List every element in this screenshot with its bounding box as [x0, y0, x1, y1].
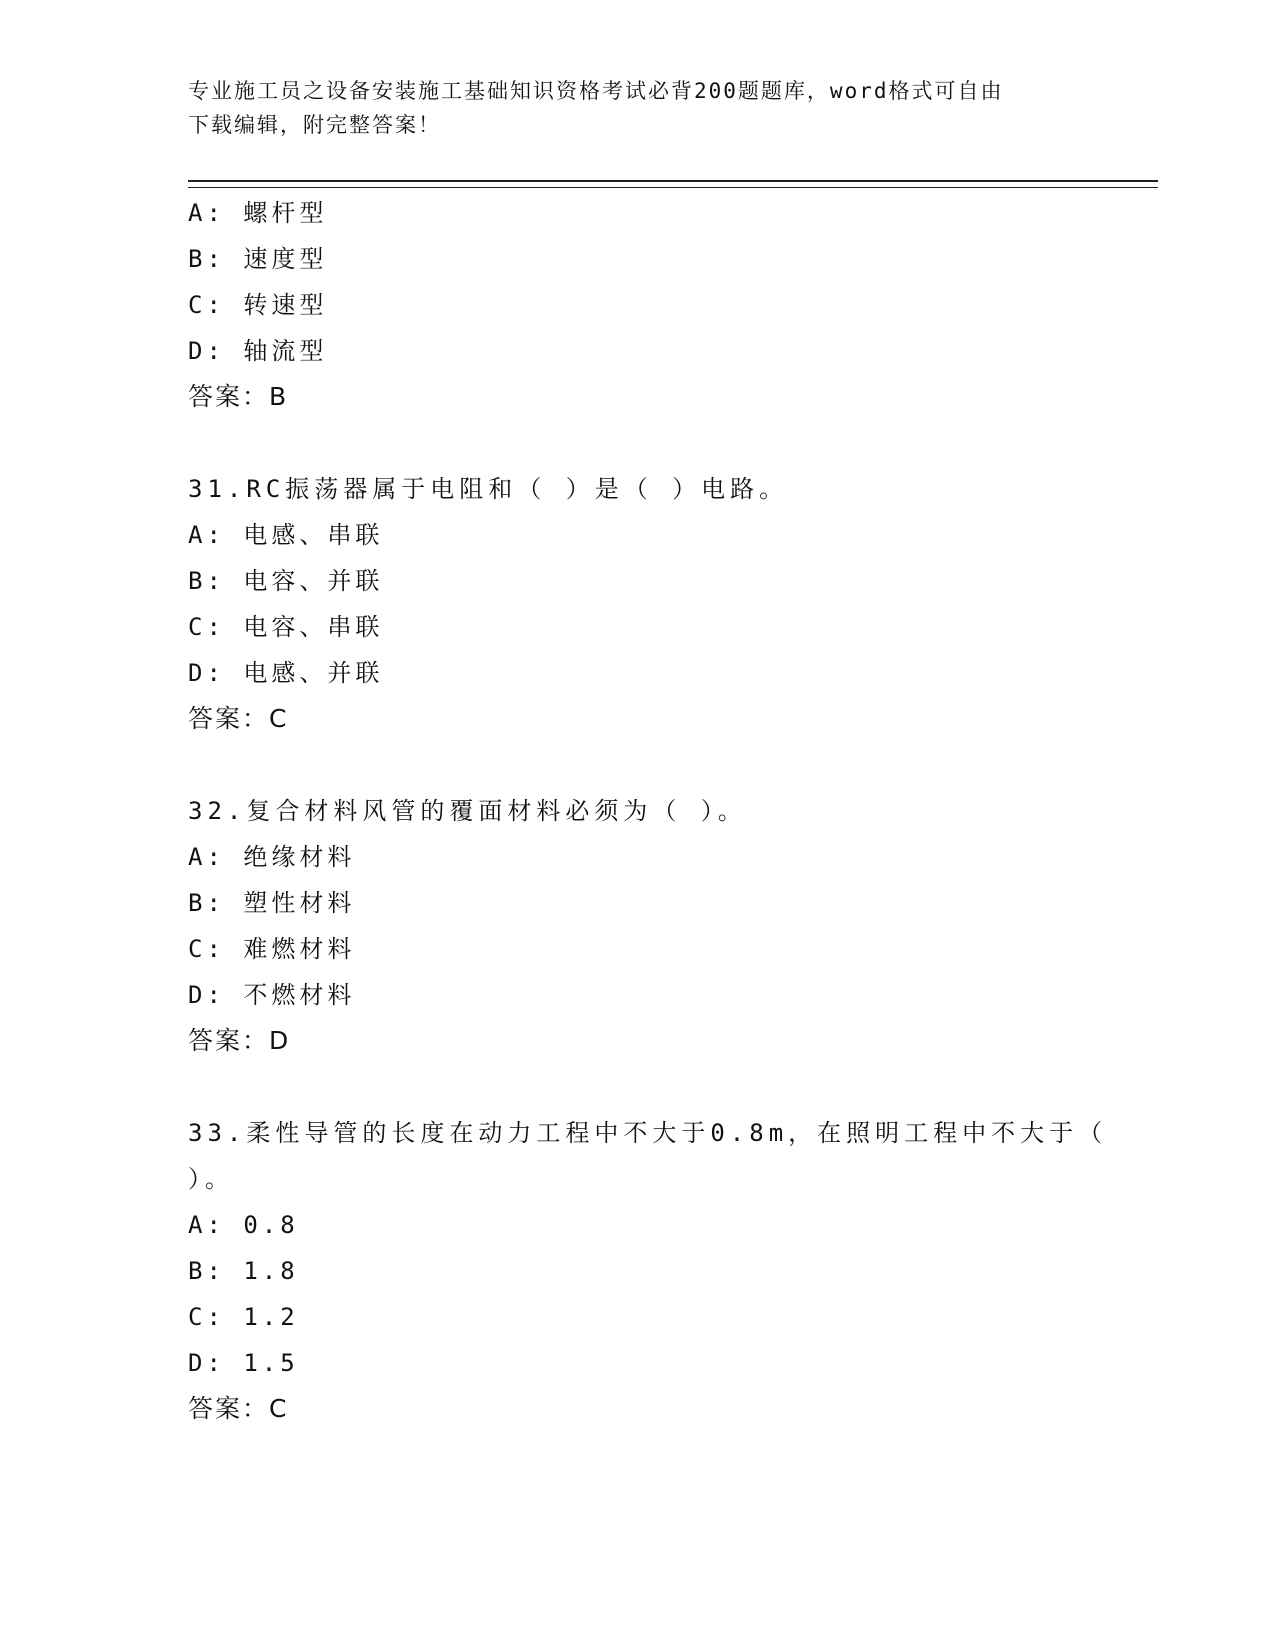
- answer-line: 答案：D: [188, 1026, 291, 1055]
- answer-line: 答案：B: [188, 382, 289, 411]
- option-a: A: 螺杆型: [188, 199, 328, 227]
- option-b: B: 电容、并联: [188, 567, 384, 595]
- option-c: C: 1.2: [188, 1303, 299, 1331]
- option-d: D: 不燃材料: [188, 981, 356, 1009]
- option-b: B: 速度型: [188, 245, 328, 273]
- question-block-30: [188, 190, 1158, 420]
- option-d: D: 轴流型: [188, 337, 328, 365]
- option-c: C: 电容、串联: [188, 613, 384, 641]
- option-c: C: 难燃材料: [188, 935, 356, 963]
- option-b: B: 塑性材料: [188, 889, 356, 917]
- spacer: [188, 420, 1158, 466]
- option-a: A: 0.8: [188, 1211, 299, 1239]
- question-block-31: [188, 466, 1158, 742]
- option-d: D: 1.5: [188, 1349, 299, 1377]
- header-line-2: 下载编辑，附完整答案！: [188, 113, 441, 137]
- option-c: C: 转速型: [188, 291, 328, 319]
- header-divider: [188, 180, 1158, 188]
- document-body: [188, 190, 1158, 1432]
- option-b: B: 1.8: [188, 1257, 299, 1285]
- option-a: A: 绝缘材料: [188, 843, 356, 871]
- option-d: D: 电感、并联: [188, 659, 384, 687]
- question-block-32: [188, 788, 1158, 1064]
- spacer: [188, 1064, 1158, 1110]
- question-text: 31.RC振荡器属于电阻和（ ）是（ ）电路。: [188, 475, 789, 503]
- document-header: [188, 74, 1088, 142]
- question-text-line-2: ）。: [188, 1165, 234, 1193]
- option-a: A: 电感、串联: [188, 521, 384, 549]
- question-text: 32.复合材料风管的覆面材料必须为（ ）。: [188, 797, 747, 825]
- answer-line: 答案：C: [188, 704, 289, 733]
- spacer: [188, 742, 1158, 788]
- header-line-1: 专业施工员之设备安装施工基础知识资格考试必背200题题库，word格式可自由: [188, 79, 1004, 103]
- answer-line: 答案：C: [188, 1394, 289, 1423]
- question-text-line-1: 33.柔性导管的长度在动力工程中不大于0.8m，在照明工程中不大于（: [188, 1119, 1108, 1147]
- question-block-33: [188, 1110, 1158, 1432]
